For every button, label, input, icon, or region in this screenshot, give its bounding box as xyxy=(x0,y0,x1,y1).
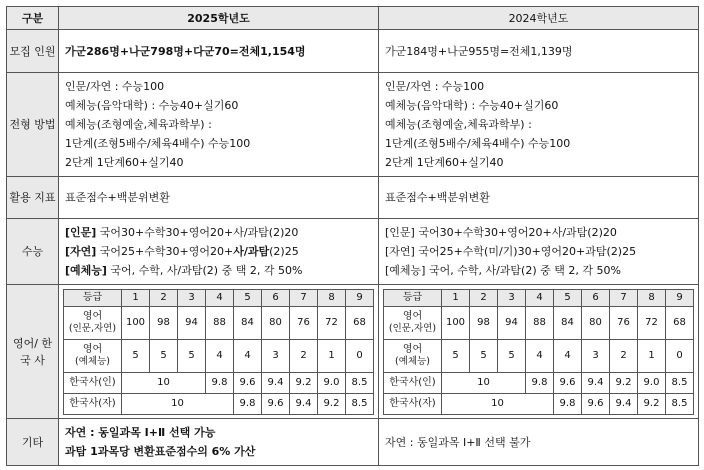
track-text: 국어30+수학30+영어20+사/과탐(2)20 xyxy=(96,226,299,239)
suneung-2024-line: [자연] 국어25+수학(미/기)30+영어20+과탐(2)25 xyxy=(385,245,637,258)
score-cell: 80 xyxy=(582,306,610,339)
score-cell: 5 xyxy=(122,339,150,372)
score-cell: 72 xyxy=(318,306,346,339)
label-suneung: 수능 xyxy=(7,219,59,285)
score-cell: 2 xyxy=(290,339,318,372)
score-cell: 9.0 xyxy=(318,372,346,393)
score-cell: 10 xyxy=(442,372,526,393)
etc-2025 xyxy=(59,419,379,466)
admission-comparison xyxy=(6,6,698,466)
index-2024: 표준점수+백분위변환 xyxy=(379,177,699,219)
track-tail: (2)25 xyxy=(269,245,299,258)
score-cell: 1 xyxy=(638,339,666,372)
grade-number: 8 xyxy=(638,289,666,306)
score-cell: 94 xyxy=(498,306,526,339)
header-2024: 2024학년도 xyxy=(379,7,699,30)
score-cell: 88 xyxy=(206,306,234,339)
suneung-2024-line: [인문] 국어30+수학30+영어20+사/과탐(2)20 xyxy=(385,226,617,239)
score-cell: 72 xyxy=(638,306,666,339)
score-cell: 10 xyxy=(442,393,554,414)
score-cell: 9.6 xyxy=(262,393,290,414)
kh-in-label: 한국사(인) xyxy=(64,372,122,393)
grade-number: 6 xyxy=(262,289,290,306)
track-text: 국어25+수학30+영어20+ xyxy=(96,245,234,258)
label-etc: 기타 xyxy=(7,419,59,466)
row-grades xyxy=(7,285,699,419)
korean-history-in-row xyxy=(384,372,694,393)
method-2025 xyxy=(59,73,379,177)
grade-header-label: 등급 xyxy=(384,289,442,306)
score-cell: 4 xyxy=(554,339,582,372)
grade-header-label: 등급 xyxy=(64,289,122,306)
korean-history-ja-row xyxy=(64,393,374,414)
etc-2024: 자연 : 동일과목 Ⅰ+Ⅱ 선택 불가 xyxy=(379,419,699,466)
score-cell: 5 xyxy=(150,339,178,372)
score-cell: 3 xyxy=(262,339,290,372)
score-cell: 100 xyxy=(122,306,150,339)
grade-table-2025 xyxy=(63,289,374,415)
method-2024-line: 예체능(음악대학) : 수능40+실기60 xyxy=(385,99,559,112)
grade-number: 6 xyxy=(582,289,610,306)
score-cell: 76 xyxy=(290,306,318,339)
grades-2024 xyxy=(379,285,699,419)
score-cell: 9.6 xyxy=(554,372,582,393)
score-cell: 98 xyxy=(470,306,498,339)
method-2025-line: 1단계(조형5배수/체육4배수) 수능100 xyxy=(65,137,251,150)
method-2024 xyxy=(379,73,699,177)
score-cell: 9.0 xyxy=(638,372,666,393)
method-2024-line: 2단계 1단계60+실기40 xyxy=(385,156,504,169)
comparison-table xyxy=(6,6,699,466)
track-text: 국어, 수학, 사/과탐(2) 중 택 2, 각 50% xyxy=(106,264,303,277)
header-row xyxy=(7,7,699,30)
score-cell: 5 xyxy=(178,339,206,372)
method-2025-line: 예체능(조형예술,체육과학부) : xyxy=(65,118,212,131)
grade-table-2024 xyxy=(383,289,694,415)
eng-humanities-row xyxy=(384,306,694,339)
header-category: 구분 xyxy=(7,7,59,30)
kh-in-label: 한국사(인) xyxy=(384,372,442,393)
score-cell: 9.2 xyxy=(638,393,666,414)
suneung-2025-line xyxy=(65,242,372,261)
eng-arts-label: 영어 (예체능) xyxy=(384,339,442,372)
grade-number: 7 xyxy=(610,289,638,306)
score-cell: 0 xyxy=(666,339,694,372)
index-2025: 표준점수+백분위변환 xyxy=(59,177,379,219)
score-cell: 3 xyxy=(582,339,610,372)
grade-number: 2 xyxy=(150,289,178,306)
score-cell: 9.4 xyxy=(290,393,318,414)
grade-number: 4 xyxy=(206,289,234,306)
eng-humanities-row xyxy=(64,306,374,339)
korean-history-in-row xyxy=(64,372,374,393)
score-cell: 68 xyxy=(666,306,694,339)
score-cell: 9.6 xyxy=(234,372,262,393)
label-method: 전형 방법 xyxy=(7,73,59,177)
row-index xyxy=(7,177,699,219)
eng-arts-label: 영어 (예체능) xyxy=(64,339,122,372)
label-recruit: 모집 인원 xyxy=(7,30,59,73)
score-cell: 9.4 xyxy=(610,393,638,414)
grade-number: 1 xyxy=(122,289,150,306)
grade-number: 3 xyxy=(498,289,526,306)
score-cell: 8.5 xyxy=(346,393,374,414)
suneung-2024-line: [예체능] 국어, 수학, 사/과탐(2) 중 택 2, 각 50% xyxy=(385,264,621,277)
method-2024-line: 1단계(조형5배수/체육4배수) 수능100 xyxy=(385,137,571,150)
suneung-2025-line xyxy=(65,223,372,242)
score-cell: 10 xyxy=(122,372,206,393)
row-etc xyxy=(7,419,699,466)
score-cell: 1 xyxy=(318,339,346,372)
kh-ja-label: 한국사(자) xyxy=(384,393,442,414)
grade-number: 4 xyxy=(526,289,554,306)
score-cell: 10 xyxy=(122,393,234,414)
grade-header-row xyxy=(64,289,374,306)
etc-2025-line: 과탐 1과목당 변환표준점수의 6% 가산 xyxy=(65,445,256,458)
score-cell: 2 xyxy=(610,339,638,372)
method-2024-line: 예체능(조형예술,체육과학부) : xyxy=(385,118,532,131)
suneung-2024 xyxy=(379,219,699,285)
grade-header-row xyxy=(384,289,694,306)
grade-number: 9 xyxy=(666,289,694,306)
score-cell: 4 xyxy=(234,339,262,372)
grade-number: 5 xyxy=(554,289,582,306)
label-index: 활용 지표 xyxy=(7,177,59,219)
eng-arts-row xyxy=(64,339,374,372)
row-suneung xyxy=(7,219,699,285)
method-2025-line: 2단계 1단계60+실기40 xyxy=(65,156,184,169)
kh-ja-label: 한국사(자) xyxy=(64,393,122,414)
score-cell: 4 xyxy=(526,339,554,372)
grade-number: 3 xyxy=(178,289,206,306)
label-grades: 영어/ 한국 사 xyxy=(7,285,59,419)
row-method xyxy=(7,73,699,177)
score-cell: 9.2 xyxy=(290,372,318,393)
method-2025-line: 예체능(음악대학) : 수능40+실기60 xyxy=(65,99,239,112)
korean-history-ja-row xyxy=(384,393,694,414)
score-cell: 5 xyxy=(470,339,498,372)
score-cell: 0 xyxy=(346,339,374,372)
eng-arts-row xyxy=(384,339,694,372)
score-cell: 9.4 xyxy=(582,372,610,393)
score-cell: 9.2 xyxy=(610,372,638,393)
score-cell: 88 xyxy=(526,306,554,339)
grade-number: 1 xyxy=(442,289,470,306)
score-cell: 80 xyxy=(262,306,290,339)
track-tag: [자연] xyxy=(65,245,97,258)
suneung-2025 xyxy=(59,219,379,285)
etc-2025-line: 자연 : 동일과목 Ⅰ+Ⅱ 선택 가능 xyxy=(65,426,216,439)
score-cell: 68 xyxy=(346,306,374,339)
grade-number: 9 xyxy=(346,289,374,306)
recruit-2024: 가군184명+나군955명=전체1,139명 xyxy=(379,30,699,73)
score-cell: 9.8 xyxy=(206,372,234,393)
score-cell: 5 xyxy=(442,339,470,372)
score-cell: 8.5 xyxy=(666,393,694,414)
score-cell: 9.2 xyxy=(318,393,346,414)
header-2025: 2025학년도 xyxy=(59,7,379,30)
score-cell: 9.8 xyxy=(526,372,554,393)
grade-number: 7 xyxy=(290,289,318,306)
track-tag: [인문] xyxy=(65,226,97,239)
eng-humanities-label: 영어 (인문,자연) xyxy=(64,306,122,339)
grade-number: 2 xyxy=(470,289,498,306)
score-cell: 9.4 xyxy=(262,372,290,393)
row-recruit xyxy=(7,30,699,73)
method-2024-line: 인문/자연 : 수능100 xyxy=(385,80,485,93)
grades-2025 xyxy=(59,285,379,419)
recruit-2025: 가군286명+나군798명+다군70=전체1,154명 xyxy=(59,30,379,73)
score-cell: 9.8 xyxy=(554,393,582,414)
score-cell: 5 xyxy=(498,339,526,372)
score-cell: 76 xyxy=(610,306,638,339)
method-2025-line: 인문/자연 : 수능100 xyxy=(65,80,165,93)
suneung-2025-line xyxy=(65,261,372,280)
grade-number: 5 xyxy=(234,289,262,306)
score-cell: 9.6 xyxy=(582,393,610,414)
score-cell: 84 xyxy=(234,306,262,339)
score-cell: 8.5 xyxy=(346,372,374,393)
score-cell: 94 xyxy=(178,306,206,339)
score-cell: 9.8 xyxy=(234,393,262,414)
eng-humanities-label: 영어 (인문,자연) xyxy=(384,306,442,339)
track-tag: [예체능] xyxy=(65,264,107,277)
score-cell: 8.5 xyxy=(666,372,694,393)
score-cell: 100 xyxy=(442,306,470,339)
track-bold: 사/과탐 xyxy=(233,245,270,258)
score-cell: 98 xyxy=(150,306,178,339)
grade-number: 8 xyxy=(318,289,346,306)
score-cell: 4 xyxy=(206,339,234,372)
score-cell: 84 xyxy=(554,306,582,339)
